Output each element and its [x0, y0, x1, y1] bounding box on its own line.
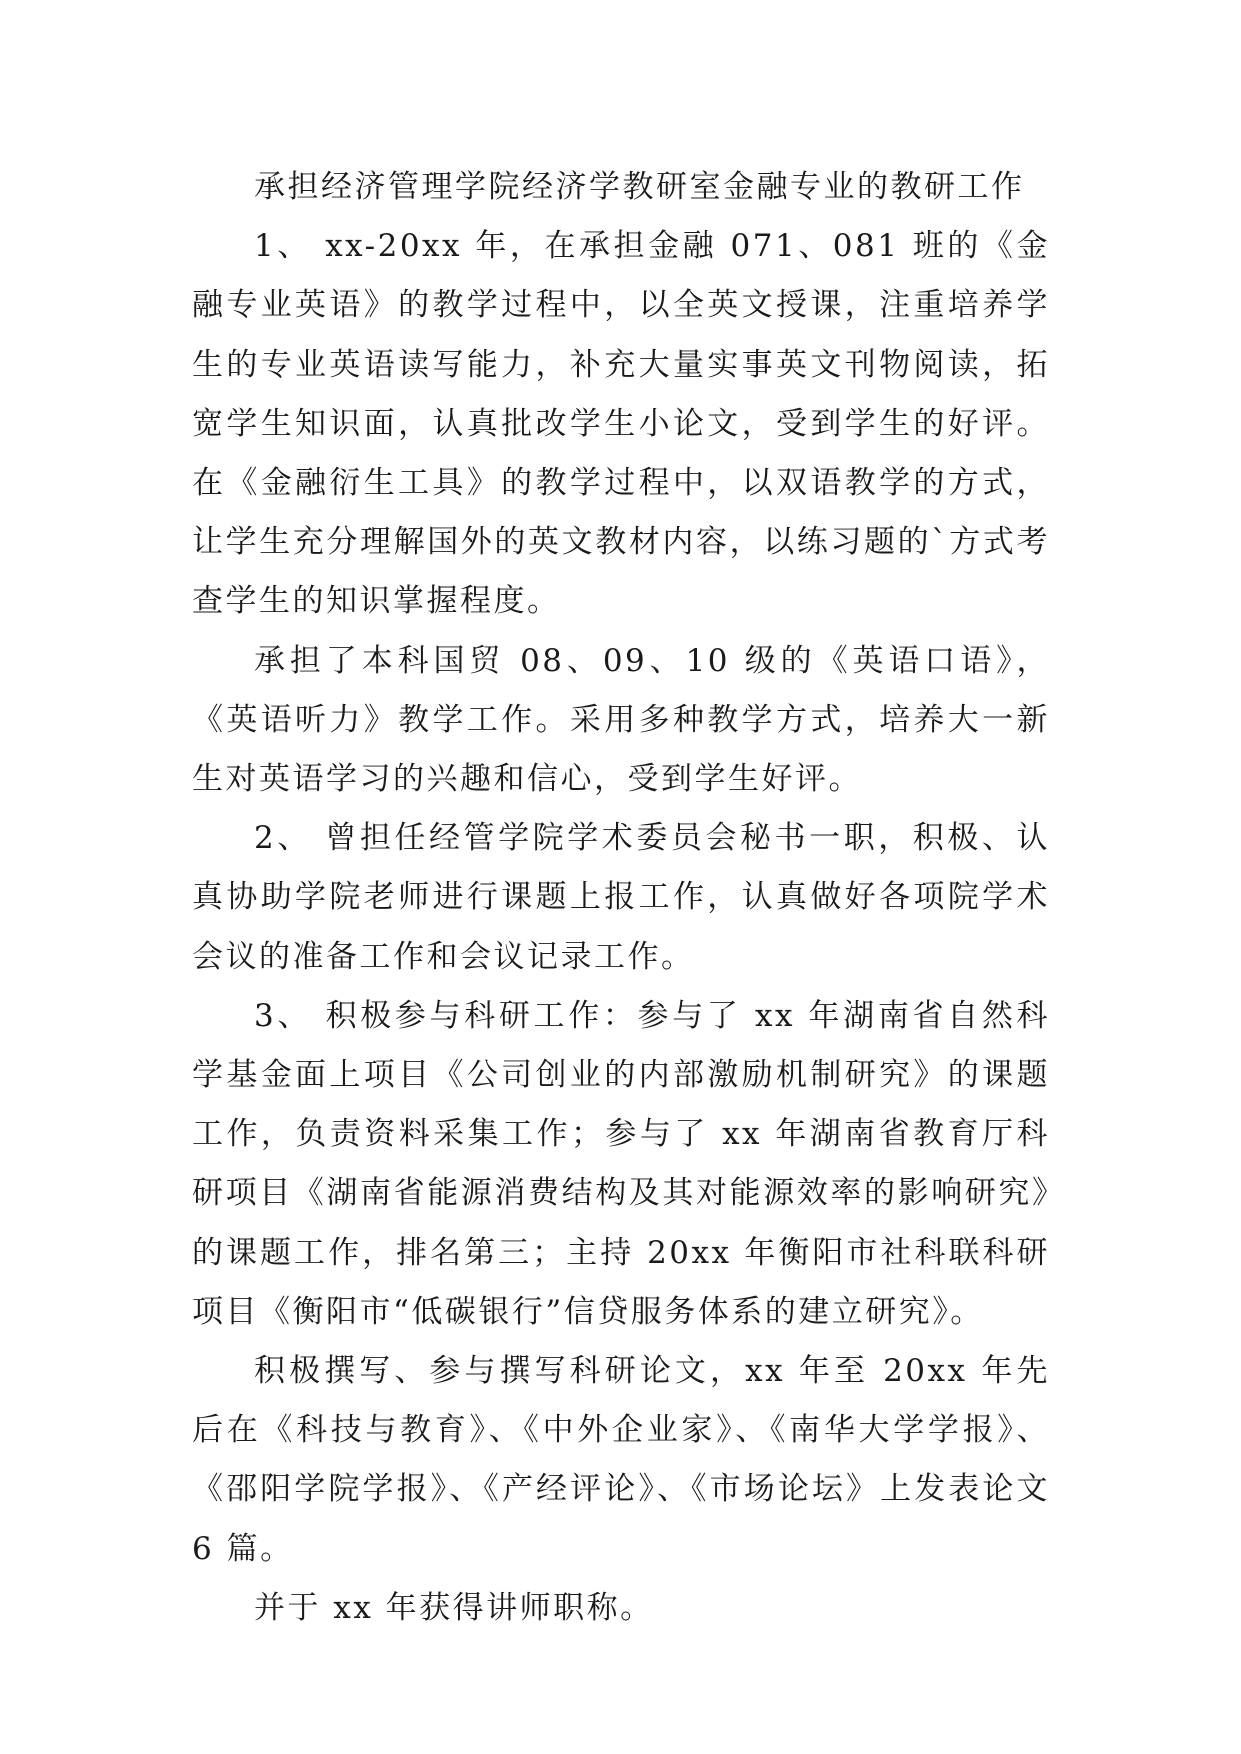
paragraph-item-3: 3、 积极参与科研工作：参与了 xx 年湖南省自然科学基金面上项目《公司创业的内部激励机制研究》的课题工作，负责资料采集工作；参与了 xx 年湖南省教育厅科研项目《湖南省能源消费结构及其对能源效率的影响研究》的课题工作，排名第三；主持 20xx 年衡阳市社科联科研项目《衡阳市“低碳银行”信贷服务体系的建立研究》。	[192, 997, 1050, 1330]
paragraph-oral-english: 承担了本科国贸 08、09、10 级的《英语口语》，《英语听力》教学工作。采用多种教学方式，培养大一新生对英语学习的兴趣和信心，受到学生好评。	[192, 642, 1050, 798]
paragraph-intro: 承担经济管理学院经济学教研室金融专业的教研工作	[254, 169, 1025, 205]
document-page	[192, 158, 1050, 1638]
paragraph-item-2: 2、 曾担任经管学院学术委员会秘书一职，积极、认真协助学院老师进行课题上报工作，认真做好各项院学术会议的准备工作和会议记录工作。	[192, 820, 1050, 975]
paragraph-title: 并于 xx 年获得讲师职称。	[254, 1589, 654, 1626]
paragraph-papers: 积极撰写、参与撰写科研论文，xx 年至 20xx 年先后在《科技与教育》、《中外企业家》、《南华大学学报》、《邵阳学院学报》、《产经评论》、《市场论坛》上发表论文 6 篇。	[192, 1353, 1050, 1567]
paragraph-item-1: 1、 xx-20xx 年，在承担金融 071、081 班的《金融专业英语》的教学过程中，以全英文授课，注重培养学生的专业英语读写能力，补充大量实事英文刊物阅读，拓宽学生知识面，认真批改学生小论文，受到学生的好评。在《金融衍生工具》的教学过程中，以双语教学的方式，让学生充分理解国外的英文教材内容，以练习题的`方式考查学生的知识掌握程度。	[192, 228, 1050, 620]
